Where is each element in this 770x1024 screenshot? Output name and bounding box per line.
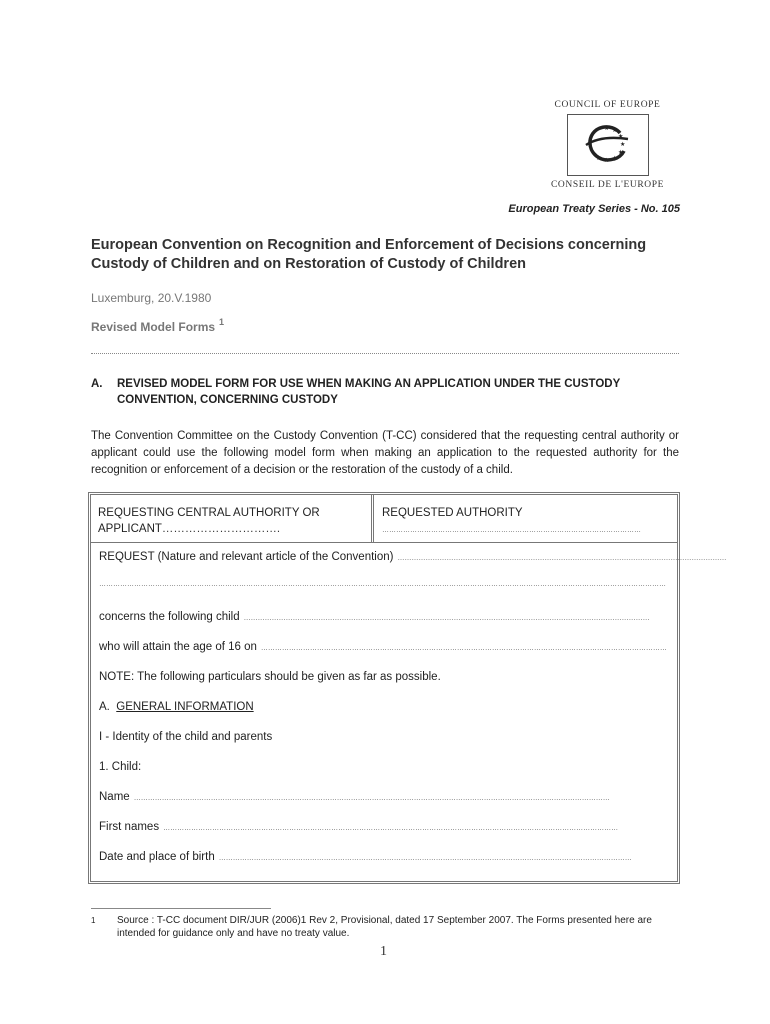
name-field[interactable] <box>99 791 659 803</box>
svg-text:★: ★ <box>611 155 617 162</box>
document-title <box>91 236 691 274</box>
footnote-mark: 1 <box>91 916 96 925</box>
svg-text:★: ★ <box>603 157 609 164</box>
svg-text:★: ★ <box>617 149 623 156</box>
general-info-heading <box>99 701 659 713</box>
concerns-dots: ………………………………………………………………………………………………………………………………………………………… <box>243 615 650 622</box>
identity-heading <box>99 731 659 743</box>
requesting-label-applicant: APPLICANT <box>98 523 162 535</box>
model-form <box>88 492 727 884</box>
requested-authority-dots: ………………………………………………………………………………………………… <box>382 527 641 534</box>
title-line-2: Custody of Children and on Restoration of Custody of Children <box>91 256 526 272</box>
general-info-letter: A. <box>99 701 110 713</box>
title-line-1: European Convention on Recognition and Enforcement of Decisions concerning <box>91 237 647 253</box>
requesting-label-line-2 <box>98 521 365 537</box>
requesting-dots: …………………………. <box>161 523 281 535</box>
date-place-birth-field[interactable] <box>99 851 659 863</box>
age-label: who will attain the age of 16 on <box>99 641 257 653</box>
logo-bottom-text: CONSEIL DE L'EUROPE <box>550 180 665 190</box>
general-info-text: GENERAL INFORMATION <box>116 701 254 713</box>
requested-authority-label: REQUESTED AUTHORITY <box>382 507 523 519</box>
section-letter: A. <box>91 378 103 390</box>
section-heading-text: REVISED MODEL FORM FOR USE WHEN MAKING AN APPLICATION UNDER THE CUSTODY CONVENTION, CONCERNING CUSTODY <box>117 378 621 406</box>
age-field[interactable] <box>99 641 667 653</box>
age-dots: ………………………………………………………………………………………………………………………………………………………… <box>260 645 667 652</box>
place-date: Luxemburg, 20.V.1980 <box>91 291 212 305</box>
council-of-europe-logo <box>545 100 670 190</box>
subtitle-text: Revised Model Forms <box>91 320 216 334</box>
svg-text:★: ★ <box>595 155 601 162</box>
footnote-text: Source : T-CC document DIR/JUR (2006)1 Rev 2, Provisional, dated 17 September 2007. The Forms presented here are intended for guidance only and have no treaty value. <box>117 915 652 939</box>
name-label: Name <box>99 791 130 803</box>
intro-paragraph: The Convention Committee on the Custody Convention (T-CC) considered that the requesting central authority or applicant could use the following model form when making an application to the requested authority for the recognition or enforcement of a decision or the restoration of the custody of a child. <box>91 430 679 476</box>
logo-top-text: COUNCIL OF EUROPE <box>554 100 661 110</box>
requested-authority-cell[interactable] <box>374 495 677 542</box>
request-field[interactable] <box>99 551 727 563</box>
svg-text:★: ★ <box>617 133 623 140</box>
request-continuation-dots: ……………………………………………………………………………………………………………………………………………………………………………………………………………………… <box>99 581 666 588</box>
requesting-authority-cell[interactable] <box>91 495 374 542</box>
request-label: REQUEST (Nature and relevant article of the Convention) <box>99 551 394 563</box>
identity-label: I - Identity of the child and parents <box>99 731 273 743</box>
concerns-label: concerns the following child <box>99 611 240 623</box>
first-names-label: First names <box>99 821 160 833</box>
svg-text:★: ★ <box>611 127 617 134</box>
subtitle <box>91 317 225 334</box>
page-number: 1 <box>380 944 387 959</box>
footnote-rule <box>91 908 271 909</box>
dob-dots: …………………………………………………………………………………………………………………………………………………………… <box>218 855 632 862</box>
first-names-dots: …………………………………………………………………………………………………………………………………………………………………………… <box>163 825 619 832</box>
dob-label: Date and place of birth <box>99 851 215 863</box>
form-header-row <box>91 495 677 543</box>
footnote-reference: 1 <box>219 317 225 327</box>
request-continuation-field[interactable] <box>99 581 666 588</box>
concerns-child-field[interactable] <box>99 611 659 623</box>
child-heading <box>99 761 659 773</box>
name-dots: …………………………………………………………………………………………………………………………………………………………………………………… <box>133 795 610 802</box>
first-names-field[interactable] <box>99 821 659 833</box>
footnote <box>91 914 666 940</box>
council-of-europe-emblem-icon <box>567 114 649 176</box>
note-line <box>99 671 659 683</box>
requesting-label-line-1: REQUESTING CENTRAL AUTHORITY OR <box>98 507 320 519</box>
request-dots: …………………………………………………………………………………………………………………………… <box>397 555 727 562</box>
note-text: NOTE: The following particulars should be given as far as possible. <box>99 671 441 683</box>
child-label: 1. Child: <box>99 761 142 773</box>
treaty-series-label: European Treaty Series - No. 105 <box>508 203 680 215</box>
svg-text:★: ★ <box>603 125 609 132</box>
svg-text:★: ★ <box>619 141 625 148</box>
section-heading <box>91 376 681 408</box>
dotted-divider <box>91 353 679 354</box>
